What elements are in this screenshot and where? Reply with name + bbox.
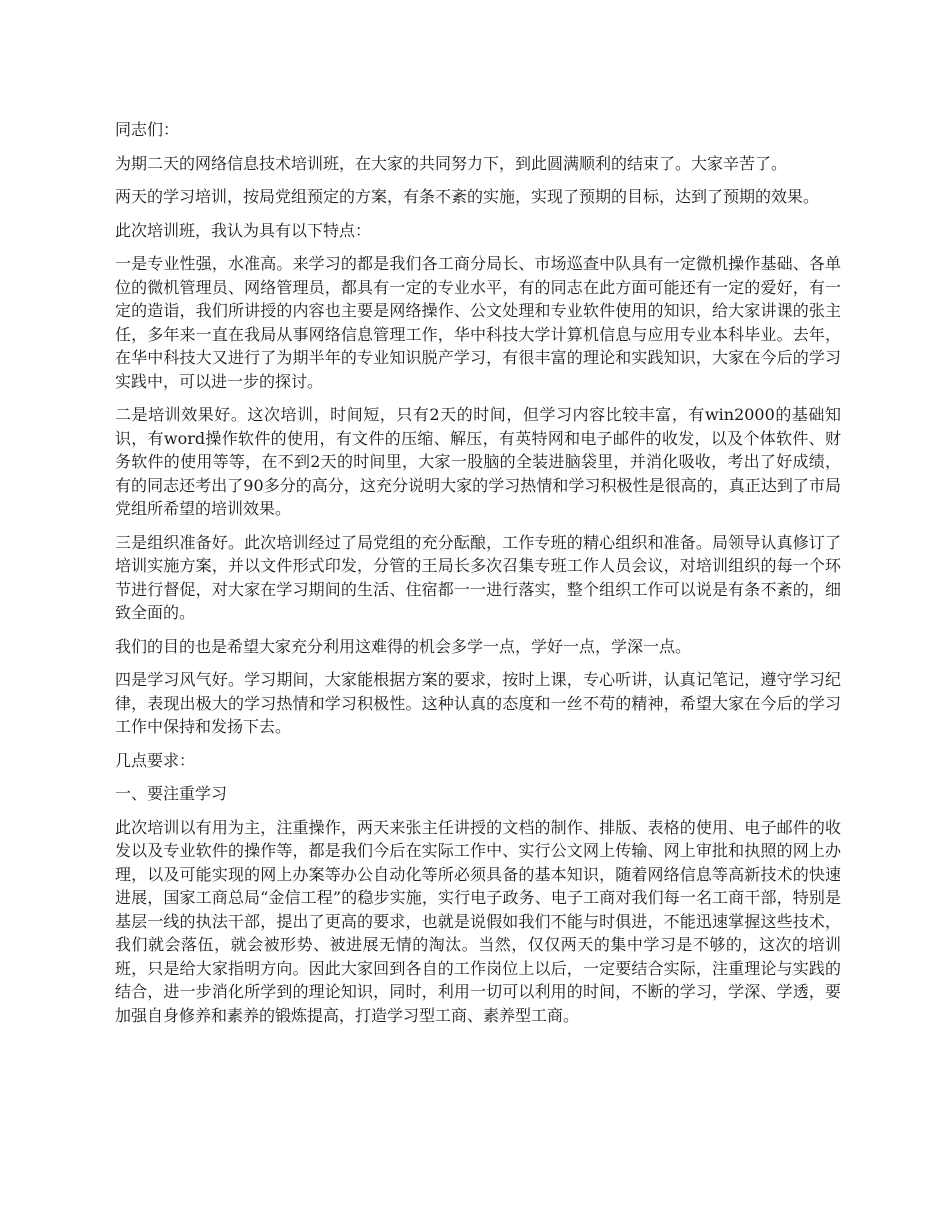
paragraph-feature-two: 二是培训效果好。这次培训，时间短，只有2天的时间，但学习内容比较丰富，有win2000的基础知识，有word操作软件的使用，有文件的压缩、解压，有英特网和电子邮件的收发，以及个体软件、财务软件的使用等等，在不到2天的时间里，大家一股脑的全装进脑袋里，并消化吸收，考出了好成绩，有的同志还考出了90多分的高分，这充分说明大家的学习热情和学习积极性是很高的，真正达到了市局党组所希望的培训效果。 <box>115 405 841 518</box>
paragraph-requirements-heading: 几点要求： <box>115 750 196 770</box>
paragraph-purpose: 我们的目的也是希望大家充分利用这难得的机会多学一点，学好一点，学深一点。 <box>115 636 692 656</box>
paragraph-feature-one: 一是专业性强，水准高。来学习的都是我们各工商分局长、市场巡查中队具有一定微机操作基础、各单位的微机管理员、网络管理员，都具有一定的专业水平，有的同志在此方面可能还有一定的爱好，有一定的造诣，我们所讲授的内容也主要是网络操作、公文处理和专业软件使用的知识，给大家讲课的张主任，多年来一直在我局从事网络信息管理工作，华中科技大学计算机信息与应用专业本科毕业。去年，在华中科技大又进行了为期半年的专业知识脱产学习，有很丰富的理论和实践知识，大家在今后的学习实践中，可以进一步的探讨。 <box>115 254 841 391</box>
paragraph-feature-four: 四是学习风气好。学习期间，大家能根据方案的要求，按时上课，专心听讲，认真记笔记，遵守学习纪律，表现出极大的学习热情和学习积极性。这种认真的态度和一丝不苟的精神，希望大家在今后的学习工作中保持和发扬下去。 <box>115 670 841 736</box>
paragraph-study-details: 此次培训以有用为主，注重操作，两天来张主任讲授的文档的制作、排版、表格的使用、电子邮件的收发以及专业软件的操作等，都是我们今后在实际工作中、实行公文网上传输、网上审批和执照的网上办理，以及可能实现的网上办案等办公自动化等所必须具备的基本知识，随着网络信息等高新技术的快速进展，国家工商总局“金信工程”的稳步实施，实行电子政务、电子工商对我们每一名工商干部，特别是基层一线的执法干部，提出了更高的要求，也就是说假如我们不能与时俱进，不能迅速掌握这些技术，我们就会落伍，就会被形势、被进展无情的淘汰。当然，仅仅两天的集中学习是不够的，这次的培训班，只是给大家指明方向。因此大家回到各自的工作岗位上以后，一定要结合实际，注重理论与实践的结合，进一步消化所学到的理论知识，同时，利用一切可以利用的时间，不断的学习，学深、学透，要加强自身修养和素养的锻炼提高，打造学习型工商、素养型工商。 <box>115 817 841 1025</box>
paragraph-closing-intro: 为期二天的网络信息技术培训班，在大家的共同努力下，到此圆满顺利的结束了。大家辛苦了。 <box>115 153 788 173</box>
greeting: 同志们： <box>115 120 180 139</box>
paragraph-training-summary: 两天的学习培训，按局党组预定的方案，有条不紊的实施，实现了预期的目标，达到了预期的效果。 <box>115 187 820 206</box>
paragraph-features-heading: 此次培训班，我认为具有以下特点： <box>115 220 372 240</box>
section-heading-study: 一、要注重学习 <box>115 784 228 803</box>
document-body <box>115 118 841 1037</box>
paragraph-feature-three: 三是组织准备好。此次培训经过了局党组的充分酝酿，工作专班的精心组织和准备。局领导认真修订了培训实施方案，并以文件形式印发，分管的王局长多次召集专班工作人员会议，对培训组织的每一个环节进行督促，对大家在学习期间的生活、住宿都一一进行落实，整个组织工作可以说是有条不紊的，细致全面的。 <box>115 532 841 622</box>
